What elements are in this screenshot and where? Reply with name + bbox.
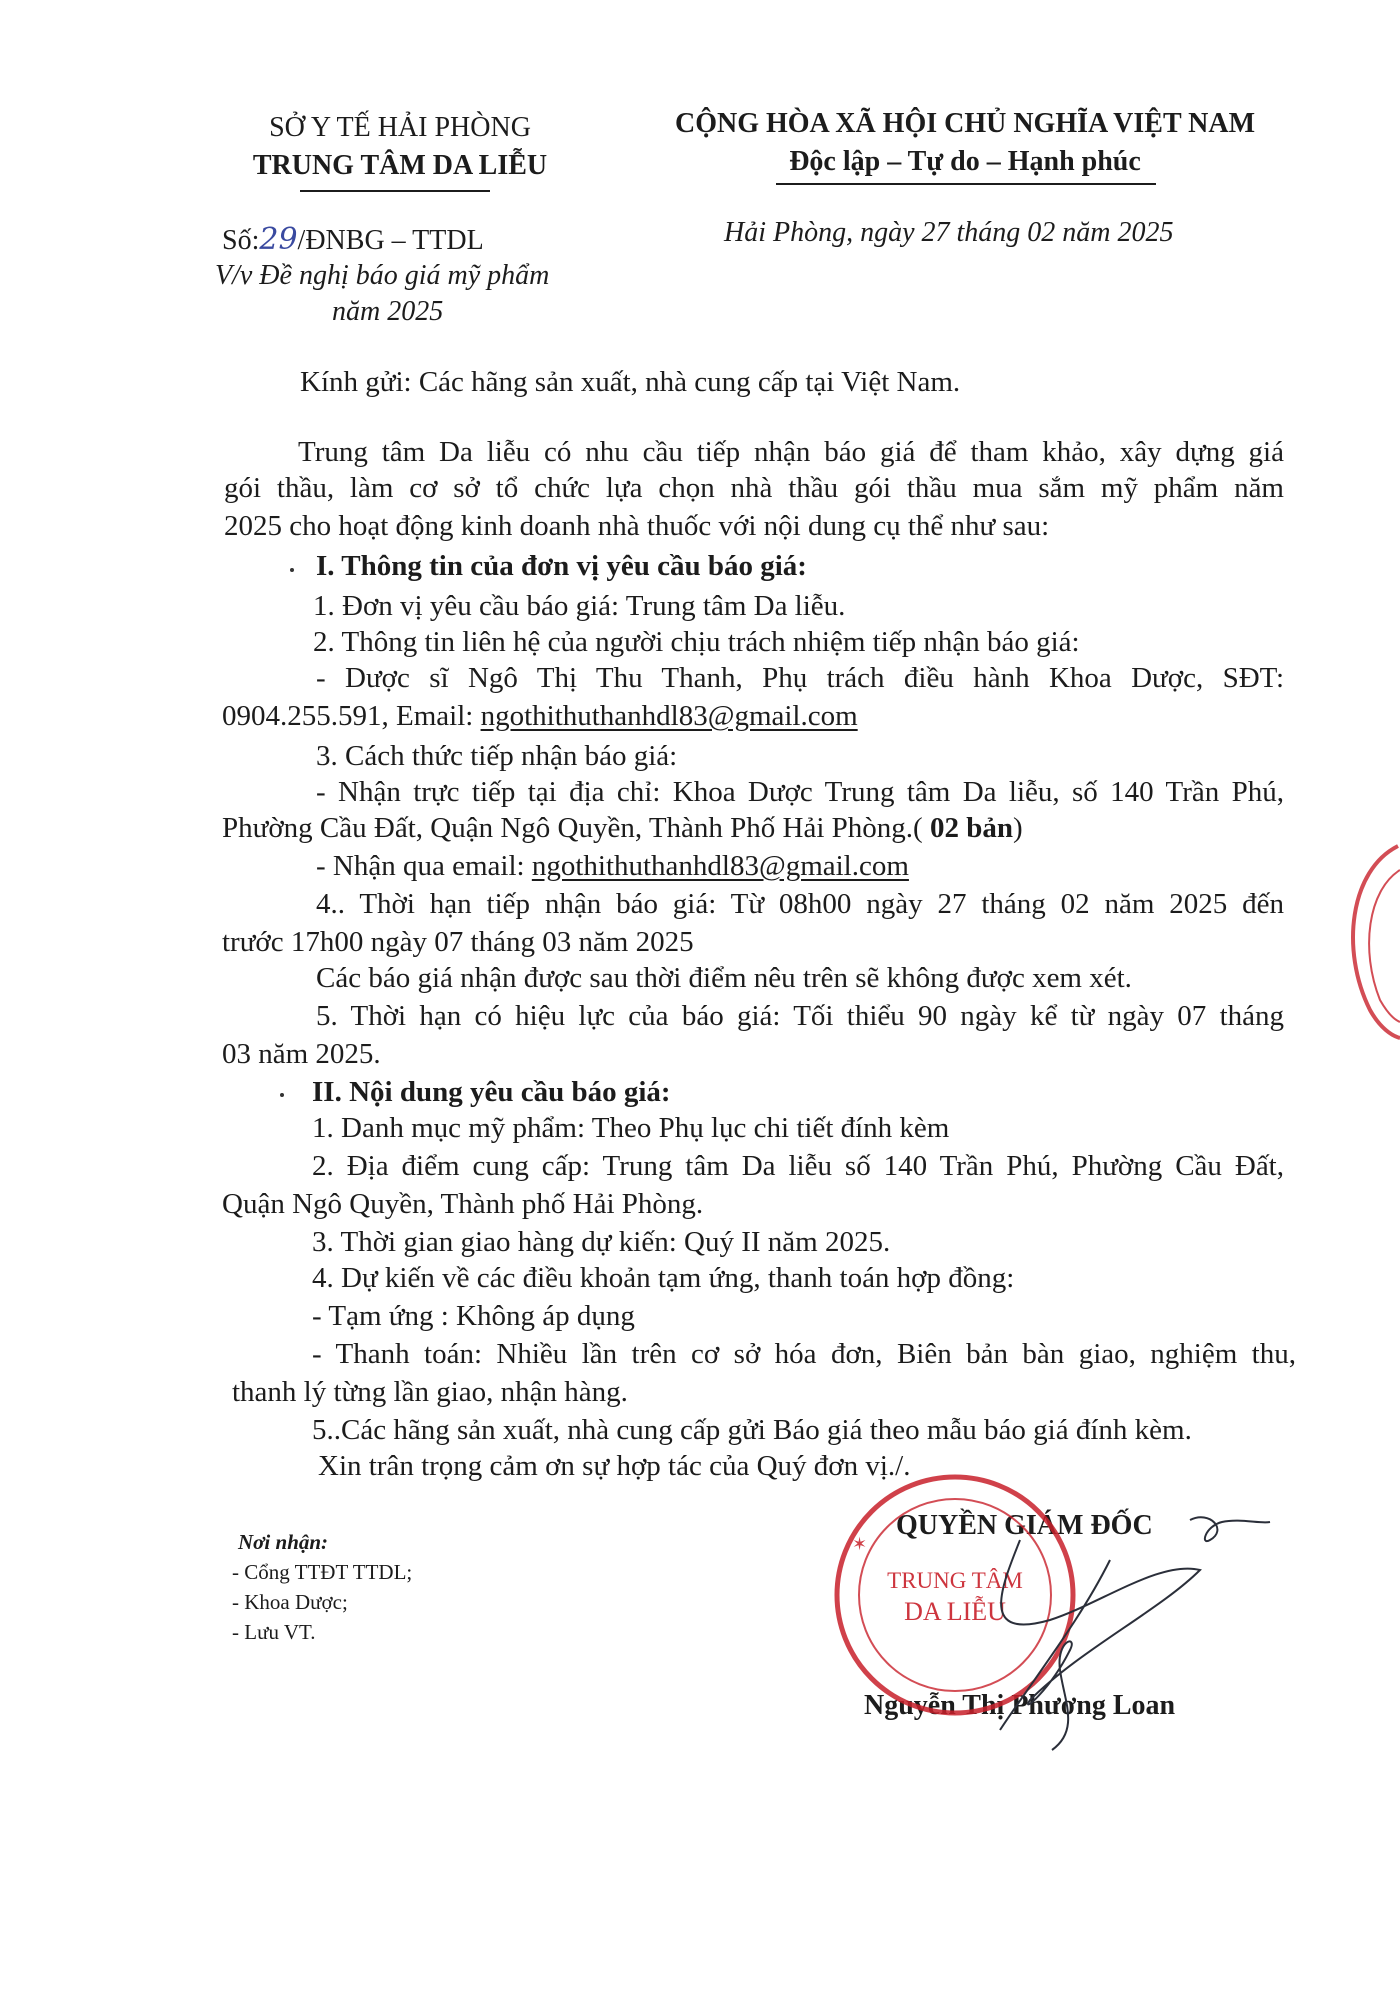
section-2-item: - Thanh toán: Nhiều lần trên cơ sở hóa đơn, Biên bản bàn giao, nghiệm thu, — [312, 1338, 1296, 1370]
intro-line: gói thầu, làm cơ sở tổ chức lựa chọn nhà thầu gói thầu mua sắm mỹ phẩm năm — [224, 472, 1284, 504]
agency-name: SỞ Y TẾ HẢI PHÒNG — [269, 112, 531, 143]
place-date: Hải Phòng, ngày 27 tháng 02 năm 2025 — [724, 217, 1174, 248]
partial-seal-icon — [1340, 840, 1400, 1040]
contact-line: 0904.255.591, Email: ngothithuthanhdl83@gmail.com — [222, 700, 858, 732]
recipients-title: Nơi nhận: — [238, 1530, 329, 1554]
recipient-item: - Lưu VT. — [232, 1620, 316, 1644]
national-title: CỘNG HÒA XÃ HỘI CHỦ NGHĨA VIỆT NAM — [674, 108, 1256, 139]
section-1-item: 5. Thời hạn có hiệu lực của báo giá: Tối thiểu 90 ngày kể từ ngày 07 tháng — [316, 1000, 1284, 1032]
signer-name: Nguyễn Thị Phương Loan — [864, 1690, 1176, 1721]
section-1-item: - Dược sĩ Ngô Thị Thu Thanh, Phụ trách điều hành Khoa Dược, SĐT: — [316, 662, 1284, 694]
section-2-item: - Tạm ứng : Không áp dụng — [312, 1300, 635, 1332]
stamp-text: DA LIỄU — [904, 1597, 1006, 1626]
scan-dot — [280, 1093, 284, 1097]
intro-line: Trung tâm Da liễu có nhu cầu tiếp nhận báo giá để tham khảo, xây dựng giá — [298, 436, 1284, 468]
unit-name: TRUNG TÂM DA LIỄU — [252, 150, 548, 181]
handwritten-number: 29 — [259, 222, 298, 257]
section-1-item: 03 năm 2025. — [222, 1038, 381, 1070]
section-1-item: 2. Thông tin liên hệ của người chịu trách nhiệm tiếp nhận báo giá: — [313, 626, 1080, 658]
scan-dot — [290, 568, 294, 572]
section-2-item: Quận Ngô Quyền, Thành phố Hải Phòng. — [222, 1188, 704, 1220]
signature-title: QUYỀN GIÁM ĐỐC — [896, 1510, 1153, 1541]
contact-email-link[interactable]: ngothithuthanhdl83@gmail.com — [480, 700, 858, 732]
section-1-item: 3. Cách thức tiếp nhận báo giá: — [316, 740, 678, 772]
document-number: Số:29/ĐNBG – TTDL — [222, 222, 484, 257]
left-header-rule — [300, 190, 490, 192]
section-1-item: 4.. Thời hạn tiếp nhận báo giá: Từ 08h00 ngày 27 tháng 02 năm 2025 đến — [316, 888, 1284, 920]
section-2-title: II. Nội dung yêu cầu báo giá: — [312, 1076, 671, 1108]
recipient-item: - Khoa Dược; — [232, 1590, 348, 1614]
section-1-item: Các báo giá nhận được sau thời điểm nêu trên sẽ không được xem xét. — [316, 962, 1132, 994]
section-2-item: 1. Danh mục mỹ phẩm: Theo Phụ lục chi tiết đính kèm — [312, 1112, 950, 1144]
closing-line: Xin trân trọng cảm ơn sự hợp tác của Quý đơn vị./. — [318, 1450, 911, 1482]
address-line: Phường Cầu Đất, Quận Ngô Quyền, Thành Phố Hải Phòng.( 02 bản) — [222, 812, 1023, 844]
section-2-item: 3. Thời gian giao hàng dự kiến: Quý II năm 2025. — [312, 1226, 891, 1258]
right-header-rule — [776, 183, 1156, 185]
submission-email-link[interactable]: ngothithuthanhdl83@gmail.com — [531, 850, 909, 882]
svg-text:✶: ✶ — [852, 1534, 868, 1555]
subject-year: năm 2025 — [332, 296, 444, 327]
salutation: Kính gửi: Các hãng sản xuất, nhà cung cấp tại Việt Nam. — [300, 366, 961, 398]
recipient-item: - Cổng TTĐT TTDL; — [232, 1560, 413, 1584]
section-1-item: trước 17h00 ngày 07 tháng 03 năm 2025 — [222, 926, 694, 958]
section-2-item: 5..Các hãng sản xuất, nhà cung cấp gửi Báo giá theo mẫu báo giá đính kèm. — [312, 1414, 1192, 1446]
national-motto: Độc lập – Tự do – Hạnh phúc — [789, 146, 1141, 177]
section-1-item: 1. Đơn vị yêu cầu báo giá: Trung tâm Da liễu. — [313, 590, 846, 622]
email-line: - Nhận qua email: ngothithuthanhdl83@gmail.com — [316, 850, 909, 882]
section-1-item: - Nhận trực tiếp tại địa chỉ: Khoa Dược Trung tâm Da liễu, số 140 Trần Phú, — [316, 776, 1284, 808]
subject-line: V/v Đề nghị báo giá mỹ phẩm — [215, 260, 550, 291]
intro-line: 2025 cho hoạt động kinh doanh nhà thuốc với nội dung cụ thể như sau: — [224, 510, 1050, 542]
official-seal-icon — [830, 1470, 1080, 1720]
section-1-title: I. Thông tin của đơn vị yêu cầu báo giá: — [316, 550, 807, 582]
section-2-item: 2. Địa điểm cung cấp: Trung tâm Da liễu số 140 Trần Phú, Phường Cầu Đất, — [312, 1150, 1284, 1182]
section-2-item: thanh lý từng lần giao, nhận hàng. — [232, 1376, 628, 1408]
stamp-text: TRUNG TÂM — [887, 1568, 1023, 1593]
section-2-item: 4. Dự kiến về các điều khoản tạm ứng, thanh toán hợp đồng: — [312, 1262, 1015, 1294]
